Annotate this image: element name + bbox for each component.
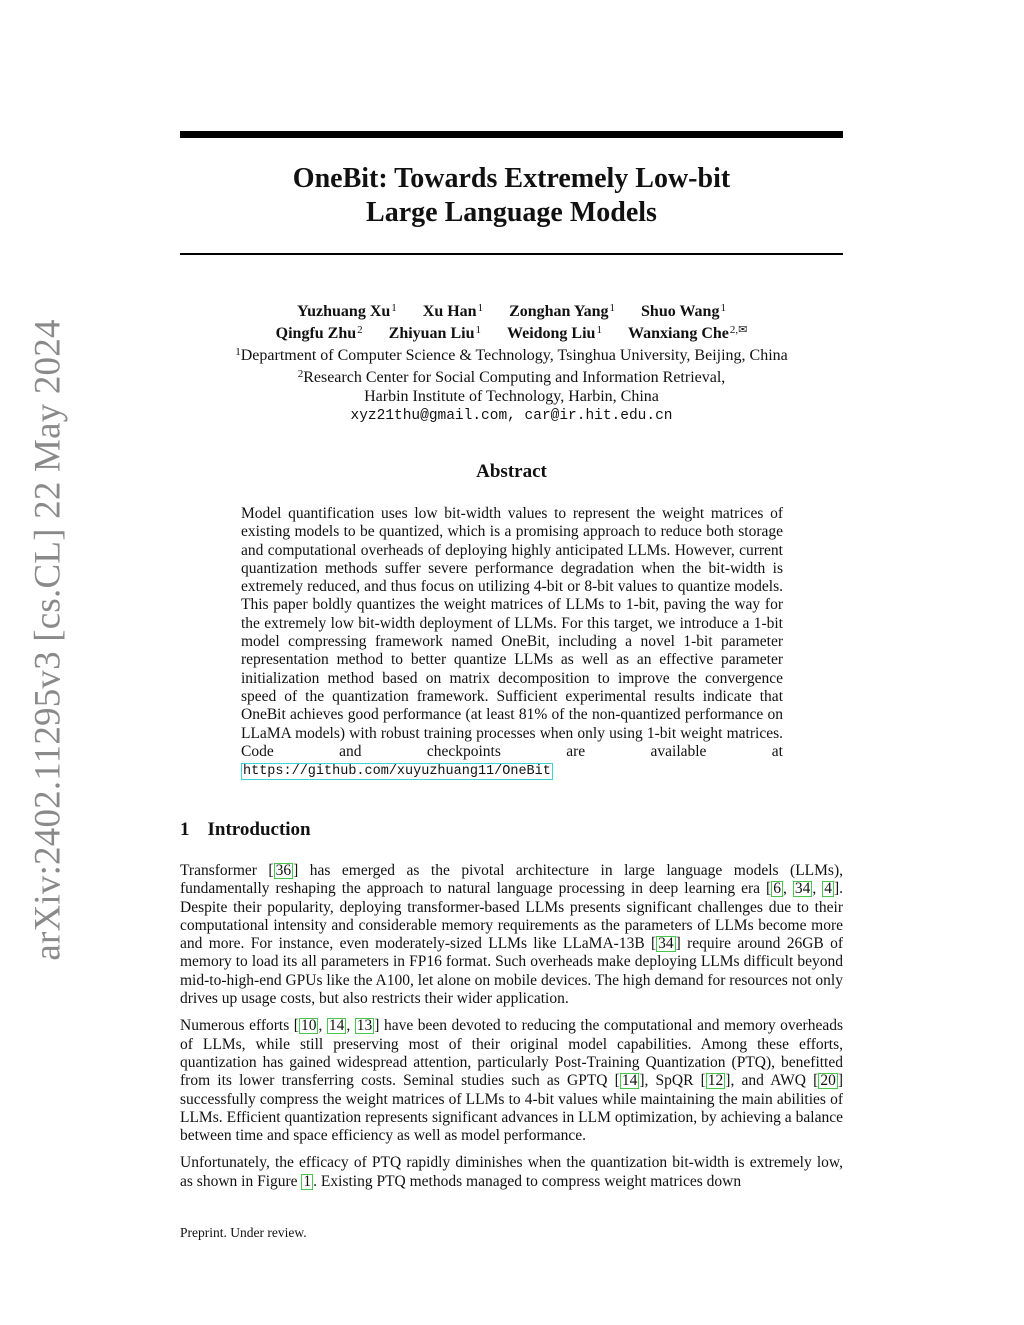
author-row <box>180 321 843 343</box>
title-line: OneBit: Towards Extremely Low-bit <box>292 163 731 194</box>
paragraph-text: Transformer [ <box>180 862 274 879</box>
title-top-rule <box>180 131 843 138</box>
citation-link[interactable]: 1 <box>303 1172 312 1190</box>
abstract-text: Model quantification uses low bit-width values to represent the weight matrices of existing models to be quantized, which is a promising approach to reduce both storage and computational overheads of deploying highly anticipated LLMs. However, current quantization methods suffer severe performance degradation when the bit-width is extremely reduced, and thus focus on utilizing 4-bit or 8-bit values to quantize models. This paper boldly quantizes the weight matrices of LLMs to 1-bit, paving the way for the extremely low bit-width deployment of LLMs. For this target, we introduce a 1-bit model compressing framework named OneBit, including a novel 1-bit parameter representation method to better quantize LLMs as well as an effective parameter initialization method based on matrix decomposition to improve the convergence speed of the quantization framework. Sufficient experimental results indicate that OneBit achieves good performance (at least 81% of the non-quantized performance on LLaMA models) with robust training processes when only using 1-bit weight matrices. Code and checkpoints are available at <box>241 505 783 760</box>
author: Qingfu Zhu$^2$ <box>275 324 363 342</box>
author: Zonghan Yang$^1$ <box>509 302 616 320</box>
intro-paragraph <box>180 1154 843 1191</box>
author-block <box>180 299 843 426</box>
paragraph-text: ]. Despite their popularity, deploying transformer-based LLMs presents significant challenges due to their computational intensity and considerable memory requirements as the parameters of LLMs become more and more. For instance, even moderately-sized LLMs like LLaMA-13B [ <box>180 880 844 953</box>
citation-link[interactable]: 20 <box>820 1072 836 1090</box>
citation-link[interactable]: 12 <box>707 1072 724 1090</box>
introduction-body <box>180 862 843 1200</box>
affiliation-1: $^1$Department of Computer Science & Technology, Tsinghua University, Beijing, China <box>235 346 788 364</box>
citation-link[interactable]: 6 <box>773 880 781 898</box>
citation-link[interactable]: 14 <box>328 1017 345 1035</box>
citation-link[interactable]: 36 <box>275 862 292 879</box>
title-line: Large Language Models <box>366 197 657 228</box>
author: Weidong Liu$^1$ <box>506 324 602 342</box>
author: Zhiyuan Liu$^1$ <box>388 324 481 342</box>
affiliation-2: $^2$Research Center for Social Computing and Information Retrieval, <box>297 368 726 386</box>
paragraph-text: ] have been devoted to reducing the computational and memory overheads of LLMs, while still preserving most of their original model capabilities. Among these efforts, quantization has gained widespread attention, particularly Post-Training Quantization (PTQ), benefitted from its lower transferring costs. Seminal studies such as GPTQ [ <box>180 1017 843 1090</box>
intro-paragraph <box>180 862 843 1008</box>
section-heading-introduction <box>180 819 311 841</box>
author: Shuo Wang$^1$ <box>641 302 726 320</box>
paper-title <box>180 162 843 230</box>
author: Yuzhuang Xu$^1$ <box>297 302 397 320</box>
abstract-body <box>241 505 783 781</box>
intro-paragraph <box>180 1017 843 1145</box>
paragraph-text: . Existing PTQ methods managed to compress weight matrices down <box>313 1172 742 1190</box>
citation-link[interactable]: 4 <box>824 880 832 898</box>
arxiv-identifier-stamp: arXiv:2402.11295v3 [cs.CL] 22 May 2024 <box>27 319 69 961</box>
contact-emails[interactable]: xyz21thu@gmail.com, car@ir.hit.edu.cn <box>350 408 673 424</box>
author: Xu Han$^1$ <box>422 302 484 320</box>
paragraph-text: ], SpQR [ <box>639 1072 706 1090</box>
section-title: Introduction <box>207 819 311 840</box>
abstract-heading: Abstract <box>476 461 547 482</box>
author: Wanxiang Che$^{2,✉}$ <box>627 324 748 342</box>
paragraph-text: Unfortunately, the efficacy of PTQ rapidly diminishes when the quantization bit-width is extremely low, as shown in Figure <box>180 1154 843 1190</box>
paragraph-text: , <box>318 1017 327 1035</box>
paragraph-text: , <box>782 880 793 898</box>
paragraph-text: Numerous efforts [ <box>180 1017 299 1035</box>
paragraph-text: , <box>346 1017 355 1035</box>
citation-link[interactable]: 34 <box>794 880 811 898</box>
paragraph-text: ] require around 26GB of memory to load its all parameters in FP16 format. Such overheads make deploying LLMs difficult beyond mid-to-high-end GPUs like the A100, let alone on mobile devices. The high demand for resources not only drives up usage costs, but also restricts their wider application. <box>180 935 843 1008</box>
author-row <box>180 299 843 321</box>
citation-link[interactable]: 10 <box>300 1017 317 1035</box>
title-bottom-rule <box>180 253 843 255</box>
paragraph-text: ] has emerged as the pivotal architecture in large language models (LLMs), fundamentally reshaping the approach to natural language processing in deep learning era [ <box>180 862 843 898</box>
citation-link[interactable]: 14 <box>621 1072 638 1090</box>
footer-note: Preprint. Under review. <box>180 1225 307 1240</box>
paragraph-text: ], and AWQ [ <box>725 1072 819 1090</box>
section-number: 1 <box>180 819 190 840</box>
code-repo-link[interactable]: https://github.com/xuyuzhuang11/OneBit <box>243 764 551 780</box>
affiliation-2-institute: Harbin Institute of Technology, Harbin, China <box>364 388 659 405</box>
paragraph-text: , <box>812 880 823 898</box>
paragraph-text: ] successfully compress the weight matrices of LLMs to 4-bit values while maintaining the main abilities of LLMs. Efficient quantization represents significant advances in LLM optimization, by achieving a balance between time and space efficiency as well as model performance. <box>180 1072 843 1145</box>
citation-link[interactable]: 34 <box>658 935 674 953</box>
citation-link[interactable]: 13 <box>356 1017 373 1035</box>
